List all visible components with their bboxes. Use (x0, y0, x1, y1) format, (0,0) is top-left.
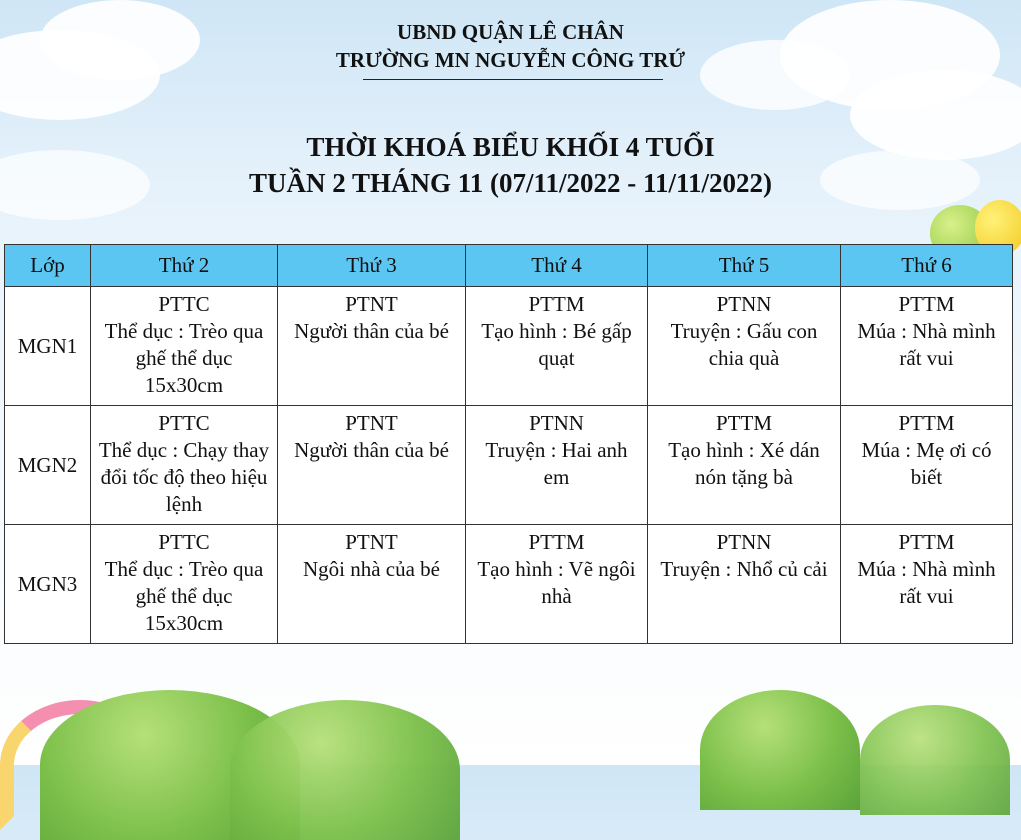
subject-label: PTTM (528, 292, 585, 316)
column-header: Thứ 6 (841, 245, 1013, 287)
class-name-cell: MGN2 (5, 406, 91, 525)
schedule-cell (466, 406, 648, 525)
schedule-cell (91, 525, 278, 644)
subject-label: PTTM (898, 292, 955, 316)
page-title: THỜI KHOÁ BIỂU KHỐI 4 TUỔI (306, 132, 715, 162)
subject-label: PTTC (158, 530, 210, 554)
activity-label: Người thân của bé (294, 438, 449, 462)
schedule-cell (841, 287, 1013, 406)
subject-label: PTNT (345, 411, 398, 435)
activity-label: Tạo hình : Vẽ ngôi nhà (477, 557, 636, 608)
schedule-cell (648, 406, 841, 525)
class-name-cell: MGN1 (5, 287, 91, 406)
activity-label: Múa : Nhà mình rất vui (857, 557, 996, 608)
schedule-cell (841, 406, 1013, 525)
activity-label: Thể dục : Trèo qua ghế thể dục 15x30cm (104, 557, 264, 635)
activity-label: Ngôi nhà của bé (302, 557, 441, 581)
activity-label: Người thân của bé (294, 319, 449, 343)
schedule-cell (648, 287, 841, 406)
schedule-cell (648, 525, 841, 644)
subject-label: PTTM (715, 411, 772, 435)
table-row (5, 406, 1013, 525)
table-header-row (5, 245, 1013, 287)
activity-label: Múa : Mẹ ơi có biết (861, 438, 992, 489)
schedule-cell (278, 406, 466, 525)
subject-label: PTNN (716, 530, 772, 554)
activity-label: Tạo hình : Xé dán nón tặng bà (668, 438, 820, 489)
subject-label: PTNT (345, 530, 398, 554)
activity-label: Múa : Nhà mình rất vui (857, 319, 996, 370)
org-name-line2: TRƯỜNG MN NGUYỄN CÔNG TRỨ (335, 48, 686, 72)
column-header: Thứ 5 (648, 245, 841, 287)
subject-label: PTTM (898, 411, 955, 435)
activity-label: Tạo hình : Bé gấp quạt (481, 319, 632, 370)
subject-label: PTTC (158, 292, 210, 316)
hill-decor (700, 690, 860, 810)
hill-decor (230, 700, 460, 840)
hill-decor (860, 705, 1010, 815)
subject-label: PTNN (529, 411, 584, 435)
schedule-cell (91, 287, 278, 406)
column-header: Thứ 2 (91, 245, 278, 287)
schedule-cell (278, 525, 466, 644)
activity-label: Truyện : Gấu con chia quà (670, 319, 818, 370)
schedule-cell (466, 525, 648, 644)
org-name-line1: UBND QUẬN LÊ CHÂN (397, 20, 624, 44)
schedule-cell (91, 406, 278, 525)
subject-label: PTTM (528, 530, 585, 554)
column-header: Lớp (5, 245, 91, 287)
subject-label: PTNT (345, 292, 398, 316)
subject-label: PTTC (158, 411, 210, 435)
class-name-cell: MGN3 (5, 525, 91, 644)
activity-label: Thể dục : Trèo qua ghế thể dục 15x30cm (104, 319, 264, 397)
table-row (5, 287, 1013, 406)
schedule-cell (466, 287, 648, 406)
activity-label: Thể dục : Chạy thay đổi tốc độ theo hiệu lệnh (98, 438, 270, 516)
schedule-cell (278, 287, 466, 406)
header-divider (363, 79, 663, 80)
page-subtitle: TUẦN 2 THÁNG 11 (07/11/2022 - 11/11/2022) (248, 168, 773, 198)
subject-label: PTTM (898, 530, 955, 554)
schedule-table (4, 244, 1013, 644)
schedule-cell (841, 525, 1013, 644)
column-header: Thứ 3 (278, 245, 466, 287)
activity-label: Truyện : Hai anh em (485, 438, 628, 489)
table-row (5, 525, 1013, 644)
column-header: Thứ 4 (466, 245, 648, 287)
activity-label: Truyện : Nhổ củ cải (660, 557, 828, 581)
subject-label: PTNN (716, 292, 772, 316)
